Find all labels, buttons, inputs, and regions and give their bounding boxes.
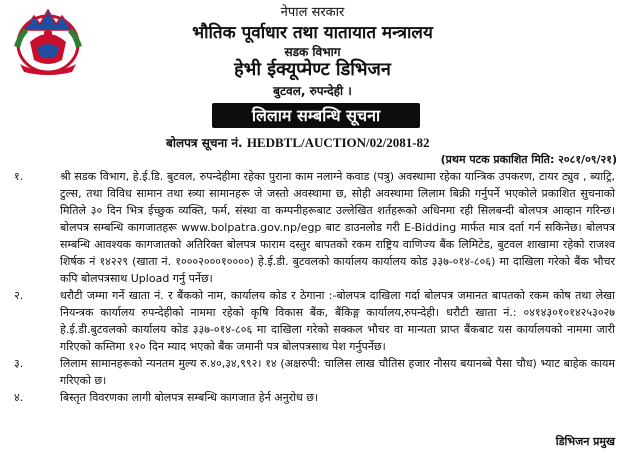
notice-title: लिलाम सम्बन्धि सूचना <box>212 103 420 128</box>
clause-number: २. <box>14 289 24 302</box>
department-name: सडक विभाग <box>284 45 341 59</box>
signatory-title: डिभिजन प्रमुख <box>555 435 615 448</box>
clause-text: श्री सडक विभाग, हे.ई.डि. बुटवल, रुपन्देहीमा रहेका पुराना काम नलाग्ने कवाड (पत्रु) अवस्थामा रहेका यान्त्रिक उपकरण, टायर ट्युव , ब्याट्रि, टुल्स, तथा विविध सामान तथा स्त्र्या सामानहरू जे जस्तो अवस्थामा छ, सोही अवस्थामा लिलाम बिक्री गर्नुपर्ने भएकोले प्रकाशित सुचनाको मितिले ३० दिन भित्र ईच्छुक व्यक्ति, फर्म, संस्था वा कम्पनीहरूबाट उल्लेखित शर्तहरूको अधिनमा रही सिलबन्दी बोलपत्र आव्हान गरिन्छ। बोलपत्र सम्बन्धि कागजातहरू www.bolpatra.gov.np/egp बाट डाउनलोड गरी E-Bidding मार्फत मात्र दर्ता गर्न सकिनेछ। बोलपत्र सम्बन्धि आवश्यक कागजातको अतिरिक्त बोलपत्र फाराम दस्तुर बापतको रकम राष्ट्रिय वाणिज्य बैंक लिमिटेड, बुटवल शाखामा रहेको राजश्व शिर्षक नं १४२२९ (खाता नं. १०००२०००१००००) हे.ई.डी. बुटवलको कार्यालय कार्यालय कोड ३३७-०१४-८०६) मा दाखिला गरेको बैंक भौचर कपि बोलपत्रसाथ Upload गर्नु पर्नेछ। <box>60 170 615 285</box>
publication-date: (प्रथम पटक प्रकाशित मिति: २०८१/०९/२१) <box>440 153 617 166</box>
clause-text: धरौटी जम्मा गर्ने खाता नं. र बैंकको नाम, कार्यालय कोड र ठेगाना :-बोलपत्र दाखिला गर्दा बोलपत्र जमानत बापतको रकम कोष तथा लेखा नियन्त्रक कार्यालय रुपन्देहीको नाममा रहेको कृषि विकास बैंक, बैंकिङ्ग कार्यालय,रुपन्देही। धरौटी खाता नं.: ०४१४३०१०१४२५३०२७ हे.ई.डी.बुटवलको कार्यालय कोड ३३७-०१४-८०६ मा दाखिला गरेको सक्कल भौचर वा मान्यता प्राप्त बैंकबाट यस कार्यालयको नाममा जारी गरिएको कम्तिमा १२० दिन म्याद भएको बैंक जमानी पत्र बोलपत्रसाथ पेश गर्नुपर्नेछ। <box>60 289 615 353</box>
notice-clauses <box>0 168 625 406</box>
tender-number: HEDBTL/AUCTION/02/2081-82 <box>246 135 430 150</box>
tender-number-line <box>166 134 430 151</box>
clause-3 <box>0 355 625 389</box>
tender-number-label: बोलपत्र सूचना नं. <box>166 136 243 150</box>
clause-2 <box>0 287 625 355</box>
clause-text: बिस्तृत विवरणका लागी बोलपत्र सम्बन्धि कागजात हेर्न अनुरोध छ। <box>60 391 319 404</box>
government-name: नेपाल सरकार <box>280 5 345 20</box>
clause-4 <box>0 389 625 406</box>
clause-number: १. <box>14 170 24 183</box>
ministry-name: भौतिक पूर्वाधार तथा यातायात मन्त्रालय <box>192 23 433 43</box>
clause-1 <box>0 168 625 287</box>
clause-text: लिलाम सामानहरूको न्यनतम मुल्य रु.४०,३४,९९२। १४ (अक्षरुपी: चालिस लाख चौतिस हजार नौसय बयानब्बे पैसा चौध) भ्याट बाहेक कायम गरिएको छ। <box>60 357 615 387</box>
division-name: हेभी ईक्यूप्मेण्ट डिभिजन <box>234 59 391 80</box>
clause-number: ३. <box>14 357 24 370</box>
office-location: बुटवल, रुपन्देही । <box>273 84 352 98</box>
clause-number: ४. <box>14 391 24 404</box>
